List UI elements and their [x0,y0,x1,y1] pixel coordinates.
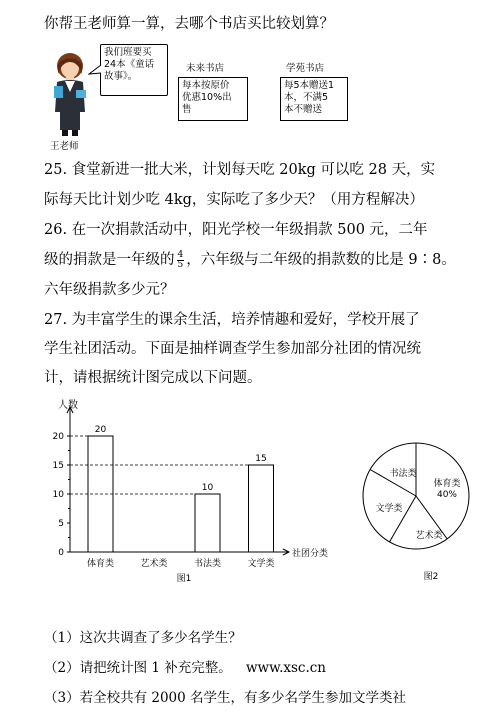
intro-question: 你帮王老师算一算，去哪个书店买比较划算？ [44,16,334,32]
chart-title: 图2 [423,572,439,582]
store-line: 本不赠送 [284,104,323,115]
speech-line: 故事》。 [104,71,138,82]
fraction [177,251,185,270]
store-box-weilai [178,77,248,121]
teacher-illustration [48,52,92,138]
q26-line1: 26. 在一次捐款活动中，阳光学校一年级捐款 500 元，二年 [44,222,428,238]
fraction-numerator: 4 [177,249,184,260]
q27-line1: 27. 为丰富学生的课余生活，培养情趣和爱好，学校开展了 [44,312,420,328]
speech-bubble [100,44,168,96]
speech-pointer [88,64,102,76]
fraction-denominator: 5 [177,259,184,270]
store-line: 每本按原价 [182,80,230,91]
q25-line1: 25. 食堂新进一批大米，计划每天吃 20kg 可以吃 28 天，实 [44,162,436,178]
store-line: 售 [182,104,192,115]
x-axis-label: 社团分类 [292,549,329,559]
y-tick-label: 0 [58,548,64,558]
q27-line2: 学生社团活动。下面是抽样调查学生参加部分社团的情况统 [44,341,421,357]
chart-title: 图1 [176,574,192,584]
x-tick-label: 体育类 [86,559,115,569]
slice-value-label: 40% [436,490,458,500]
slice-label: 艺术类 [415,531,443,541]
y-tick-label: 10 [52,490,64,500]
subq-1: （1）这次共调查了多少名学生？ [44,630,242,646]
x-tick-label: 艺术类 [140,559,168,569]
data-label: 15 [255,454,267,464]
speech-line: 24本《童话 [104,59,155,70]
q26-line3: 六年级捐款多少元？ [44,282,175,298]
bar-chart [40,396,350,592]
store-line: 每5本赠送1 [284,80,335,91]
y-tick-label: 20 [52,432,64,442]
q26-text: 级的捐款是一年级的 [44,252,175,268]
website-watermark: www.xsc.cn [246,660,327,676]
y-tick-label: 15 [52,461,64,471]
teacher-name: 王老师 [50,141,79,152]
subq-2: （2）请把统计图 1 补充完整。 [44,660,232,676]
data-label: 20 [94,425,107,435]
store-name-xueyuan: 学苑书店 [286,63,325,74]
store-name-weilai: 未来书店 [186,63,225,74]
data-label: 10 [201,483,214,493]
q27-line3: 计，请根据统计图完成以下问题。 [44,370,262,386]
store-box-xueyuan [280,77,348,121]
store-line: 优惠10%出 [182,92,232,103]
slice-label: 书法类 [389,469,417,479]
pie-chart [360,430,476,590]
x-tick-label: 文学类 [247,559,275,569]
subq-3: （3）若全校共有 2000 名学生，有多少名学生参加文学类社 [44,690,407,706]
y-axis-label: 人数 [58,400,78,411]
bar [249,465,274,552]
q26-line2 [44,250,456,270]
slice-label: 体育类 [433,479,461,489]
x-tick-label: 书法类 [193,559,222,569]
store-line: 本，不满5 [284,92,329,103]
bar [195,494,220,552]
slice-label: 文学类 [375,504,403,514]
q26-text: ，六年级与二年级的捐款数的比是 9∶8。 [186,252,456,268]
y-tick-label: 5 [58,519,64,529]
speech-line: 我们班要买 [104,47,152,58]
q25-line2: 际每天比计划少吃 4kg，实际吃了多少天？（用方程解决） [44,192,424,208]
